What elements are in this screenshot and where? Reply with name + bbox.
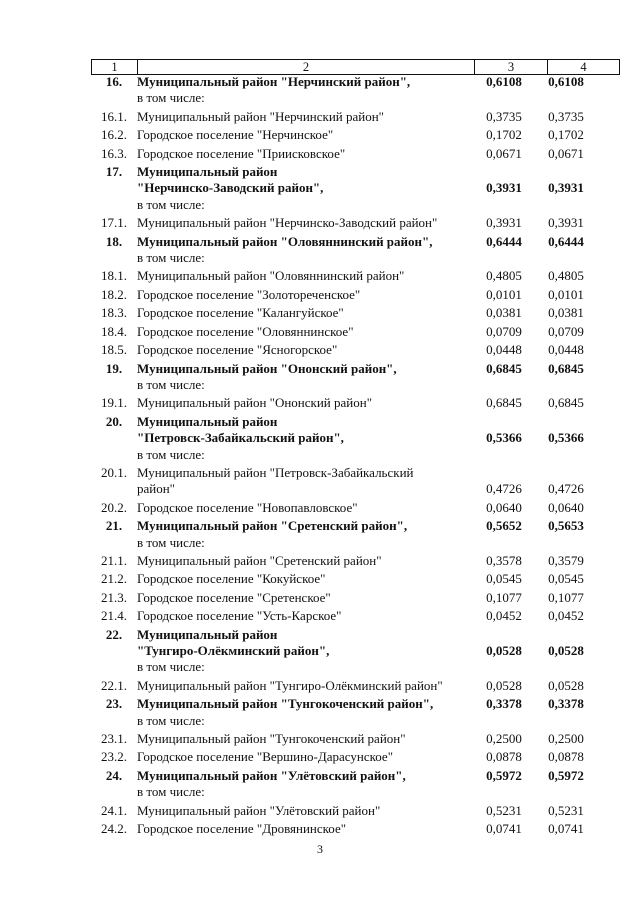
table-row [0,659,640,675]
row-value-col4: 0,3931 [548,215,584,231]
row-value-col4: 0,0381 [548,305,584,321]
table-row [0,696,640,712]
row-number: 19.1. [101,395,127,411]
row-name: Городское поселение "Нерчинское" [137,127,334,143]
row-name: в том числе: [137,534,205,550]
row-name: в том числе: [137,659,205,675]
table-row [0,821,640,837]
row-name: Муниципальный район "Ононский район", [137,360,397,376]
row-value-col3: 0,3931 [486,180,522,196]
row-value-col3: 0,6845 [486,360,522,376]
row-name: Муниципальный район "Тунгокоченский район", [137,696,434,712]
table-row [0,90,640,106]
row-number: 21.1. [101,552,127,568]
row-name: Городское поселение "Вершино-Дарасунское" [137,749,394,765]
row-value-col4: 0,3579 [548,552,584,568]
row-name: Городское поселение "Оловяннинское" [137,323,354,339]
table-row [0,234,640,250]
row-value-col3: 0,4805 [486,268,522,284]
row-name: Городское поселение "Усть-Карское" [137,608,342,624]
row-name: Муниципальный район "Нерчинский район", [137,74,411,89]
table-row [0,324,640,340]
row-value-col4: 0,6845 [548,395,584,411]
row-name: Муниципальный район "Нерчинско-Заводский район", [137,164,324,196]
row-number: 16.2. [101,127,127,143]
row-name: Городское поселение "Новопавловское" [137,499,358,515]
row-name: Муниципальный район "Улётовский район" [137,802,381,818]
row-value-col3: 0,1702 [486,127,522,143]
column-header-row [92,60,620,75]
row-name: Муниципальный район "Петровск-Забайкальский район", [137,413,344,446]
row-value-col3: 0,3735 [486,108,522,124]
row-value-col4: 0,0741 [548,821,584,837]
table-row [0,803,640,819]
row-name: Городское поселение "Приисковское" [137,145,346,161]
table-row [0,571,640,587]
row-value-col3: 0,0709 [486,323,522,339]
table-row [0,731,640,747]
row-value-col3: 0,3378 [486,696,522,712]
table-row [0,250,640,266]
column-header-4: 4 [548,60,620,75]
row-value-col3: 0,0448 [486,342,522,358]
row-value-col4: 0,0671 [548,145,584,161]
table-row [0,713,640,729]
row-name: в том числе: [137,250,205,266]
table-row [0,197,640,213]
row-value-col4: 0,1702 [548,127,584,143]
row-value-col3: 0,3931 [486,215,522,231]
row-name: в том числе: [137,446,205,462]
row-number: 16. [105,74,123,89]
row-value-col4: 0,0878 [548,749,584,765]
row-value-col3: 0,6845 [486,395,522,411]
row-value-col4: 0,0640 [548,499,584,515]
row-number: 24.2. [101,821,127,837]
row-value-col4: 0,0101 [548,286,584,302]
row-name: Городское поселение "Кокуйское" [137,571,326,587]
table-row [0,215,640,231]
row-value-col3: 0,0528 [486,642,522,658]
row-value-col4: 0,5366 [548,430,584,446]
column-header-table [91,59,620,75]
row-name: Городское поселение "Дровянинское" [137,821,347,837]
row-number: 24.1. [101,802,127,818]
row-value-col4: 0,3735 [548,108,584,124]
table-row [0,465,640,498]
row-value-col4: 0,6444 [548,233,584,249]
table-body [0,74,640,837]
row-number: 16.3. [101,145,127,161]
row-number: 20. [105,413,123,429]
row-value-col3: 0,0640 [486,499,522,515]
row-value-col3: 0,5652 [486,518,522,534]
row-name: Городское поселение "Калангуйское" [137,305,344,321]
row-number: 18.3. [101,305,127,321]
table-row [0,768,640,784]
row-value-col4: 0,0528 [548,677,584,693]
row-number: 18.4. [101,323,127,339]
row-value-col3: 0,6108 [486,74,522,89]
row-name: Городское поселение "Ясногорское" [137,342,338,358]
table-row [0,535,640,551]
row-value-col3: 0,2500 [486,731,522,747]
table-row [0,305,640,321]
row-number: 16.1. [101,108,127,124]
table-row [0,361,640,377]
row-value-col3: 0,5366 [486,430,522,446]
row-value-col3: 0,0381 [486,305,522,321]
row-value-col4: 0,1077 [548,589,584,605]
table-row [0,342,640,358]
row-value-col4: 0,0528 [548,642,584,658]
row-number: 23.1. [101,731,127,747]
row-value-col3: 0,5231 [486,802,522,818]
column-header-2: 2 [138,60,475,75]
table-row [0,749,640,765]
row-value-col4: 0,4805 [548,268,584,284]
row-value-col4: 0,3931 [548,180,584,196]
row-number: 20.2. [101,499,127,515]
row-number: 18. [105,233,123,249]
row-number: 19. [105,360,123,376]
row-number: 17.1. [101,215,127,231]
row-number: 23. [105,696,123,712]
row-number: 24. [105,767,123,783]
row-value-col3: 0,4726 [486,481,522,497]
table-row [0,377,640,393]
row-name: Муниципальный район "Нерчинско-Заводский район" [137,215,438,231]
row-name: в том числе: [137,196,205,212]
column-header-1: 1 [92,60,138,75]
row-value-col4: 0,5231 [548,802,584,818]
table-row [0,518,640,534]
table-row [0,146,640,162]
row-number: 21. [105,518,123,534]
row-number: 22. [105,626,123,642]
row-value-col4: 0,5972 [548,767,584,783]
table-row [0,627,640,660]
row-value-col3: 0,5972 [486,767,522,783]
row-value-col3: 0,0741 [486,821,522,837]
row-value-col3: 0,0452 [486,608,522,624]
row-name: Муниципальный район "Оловяннинский район" [137,268,405,284]
row-name: в том числе: [137,784,205,800]
row-value-col4: 0,0709 [548,323,584,339]
row-value-col3: 0,0101 [486,286,522,302]
row-name: Муниципальный район "Тунгиро-Олёкминский район", [137,626,330,658]
table-row [0,164,640,197]
row-number: 21.2. [101,571,127,587]
column-header-3: 3 [475,60,548,75]
row-number: 21.4. [101,608,127,624]
table-row [0,287,640,303]
row-number: 20.1. [101,464,127,480]
row-name: Муниципальный район "Сретенский район" [137,552,382,568]
table-row [0,109,640,125]
table-row [0,500,640,516]
row-value-col4: 0,5653 [548,518,584,534]
row-name: в том числе: [137,376,205,392]
row-value-col4: 0,6845 [548,360,584,376]
table-row [0,447,640,463]
row-number: 22.1. [101,677,127,693]
row-name: Городское поселение "Сретенское" [137,589,331,605]
row-number: 23.2. [101,749,127,765]
row-value-col3: 0,6444 [486,233,522,249]
row-value-col3: 0,0528 [486,677,522,693]
row-number: 18.5. [101,342,127,358]
table-row [0,553,640,569]
row-number: 17. [105,164,123,180]
table-row [0,127,640,143]
row-number: 18.1. [101,268,127,284]
row-name: Муниципальный район "Сретенский район", [137,518,408,534]
row-name: в том числе: [137,90,205,106]
row-number: 18.2. [101,286,127,302]
row-name: Муниципальный район "Ононский район" [137,395,373,411]
row-value-col3: 0,3578 [486,552,522,568]
table-row [0,608,640,624]
row-name: Городское поселение "Золотореченское" [137,286,361,302]
row-name: Муниципальный район "Петровск-Забайкальский район" [137,464,414,497]
row-value-col4: 0,6108 [548,74,584,89]
row-name: Муниципальный район "Тунгокоченский район" [137,731,406,747]
row-name: Муниципальный район "Нерчинский район" [137,108,384,124]
row-value-col4: 0,3378 [548,696,584,712]
row-value-col4: 0,0452 [548,608,584,624]
row-value-col3: 0,0671 [486,145,522,161]
row-value-col4: 0,2500 [548,731,584,747]
table-row [0,74,640,90]
table-row [0,678,640,694]
table-row [0,268,640,284]
table-row [0,590,640,606]
row-name: Муниципальный район "Оловяннинский район", [137,233,433,249]
row-value-col4: 0,4726 [548,481,584,497]
row-value-col4: 0,0448 [548,342,584,358]
table-row [0,395,640,411]
row-name: Муниципальный район "Улётовский район", [137,767,406,783]
row-value-col3: 0,0545 [486,571,522,587]
row-value-col4: 0,0545 [548,571,584,587]
table-row [0,784,640,800]
page-number: 3 [317,842,323,856]
row-name: в том числе: [137,712,205,728]
table-row [0,414,640,447]
row-number: 21.3. [101,589,127,605]
row-value-col3: 0,1077 [486,589,522,605]
row-name: Муниципальный район "Тунгиро-Олёкминский район" [137,677,443,693]
row-value-col3: 0,0878 [486,749,522,765]
